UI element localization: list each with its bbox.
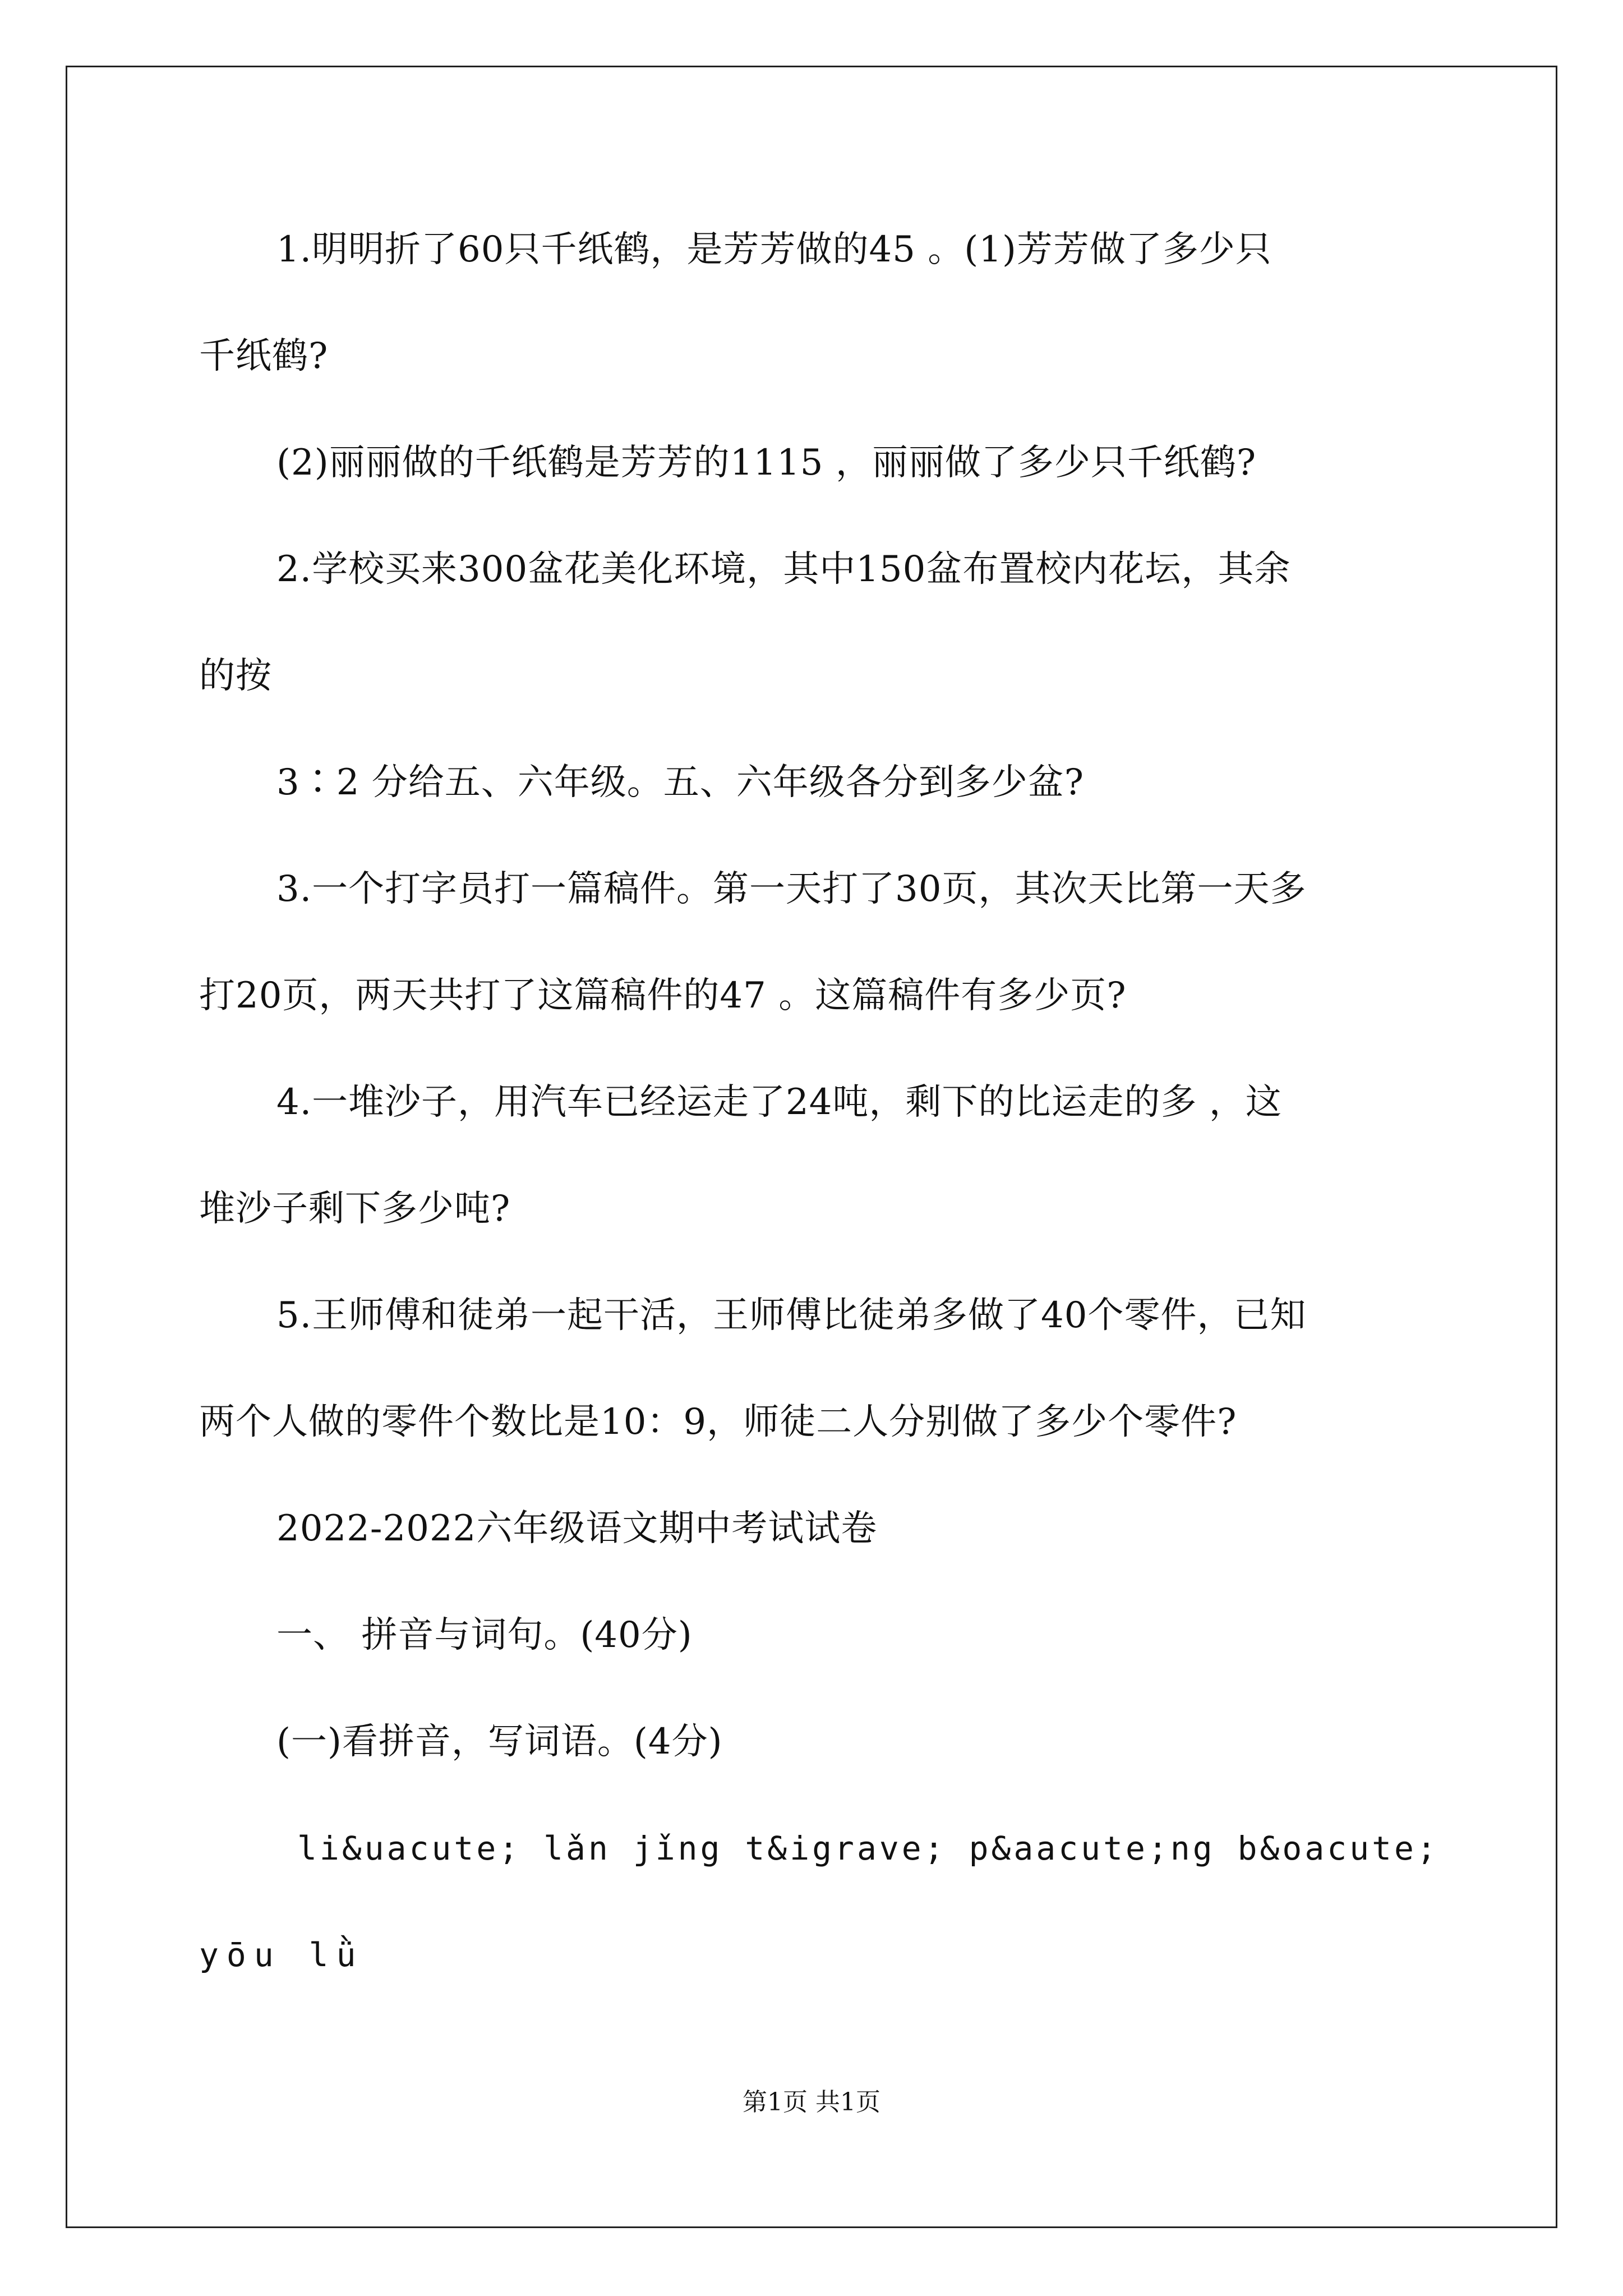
text-line-6: 3∶2 分给五、六年级。五、六年级各分到多少盆? <box>276 762 1085 803</box>
section-heading: 一、 拼音与词句。(40分) <box>276 1614 693 1656</box>
pinyin-line-1: li&uacute; lǎn jǐng t&igrave; p&aacute;ng b&oacute; <box>297 1829 1439 1867</box>
text-line-11: 5.王师傅和徒弟一起干活，王师傅比徒弟多做了40个零件，已知 <box>276 1295 1307 1336</box>
exam-title: 2022-2022六年级语文期中考试试卷 <box>276 1508 878 1549</box>
text-line-5: 的按 <box>199 655 272 697</box>
text-line-10: 堆沙子剩下多少吨? <box>199 1188 511 1230</box>
text-line-8: 打20页，两天共打了这篇稿件的47 。这篇稿件有多少页? <box>199 975 1127 1016</box>
text-line-9: 4.一堆沙子，用汽车已经运走了24吨，剩下的比运走的多 ，这 <box>276 1082 1282 1123</box>
page-footer: 第1页 共1页 <box>743 2088 880 2116</box>
pinyin-line-2: yōu lǜ <box>199 1936 364 1974</box>
text-line-2: 千纸鹤? <box>199 335 329 377</box>
page-border <box>66 66 1557 2228</box>
text-line-1: 1.明明折了60只千纸鹤，是芳芳做的45 。(1)芳芳做了多少只 <box>276 229 1272 270</box>
subsection-heading: (一)看拼音，写词语。(4分) <box>276 1721 723 1763</box>
text-line-7: 3.一个打字员打一篇稿件。第一天打了30页，其次天比第一天多 <box>276 868 1307 910</box>
text-line-4: 2.学校买来300盆花美化环境，其中150盆布置校内花坛，其余 <box>276 549 1291 590</box>
text-line-3: (2)丽丽做的千纸鹤是芳芳的1115 ，丽丽做了多少只千纸鹤? <box>276 442 1257 484</box>
text-line-12: 两个人做的零件个数比是10：9，师徒二人分别做了多少个零件? <box>199 1401 1237 1443</box>
